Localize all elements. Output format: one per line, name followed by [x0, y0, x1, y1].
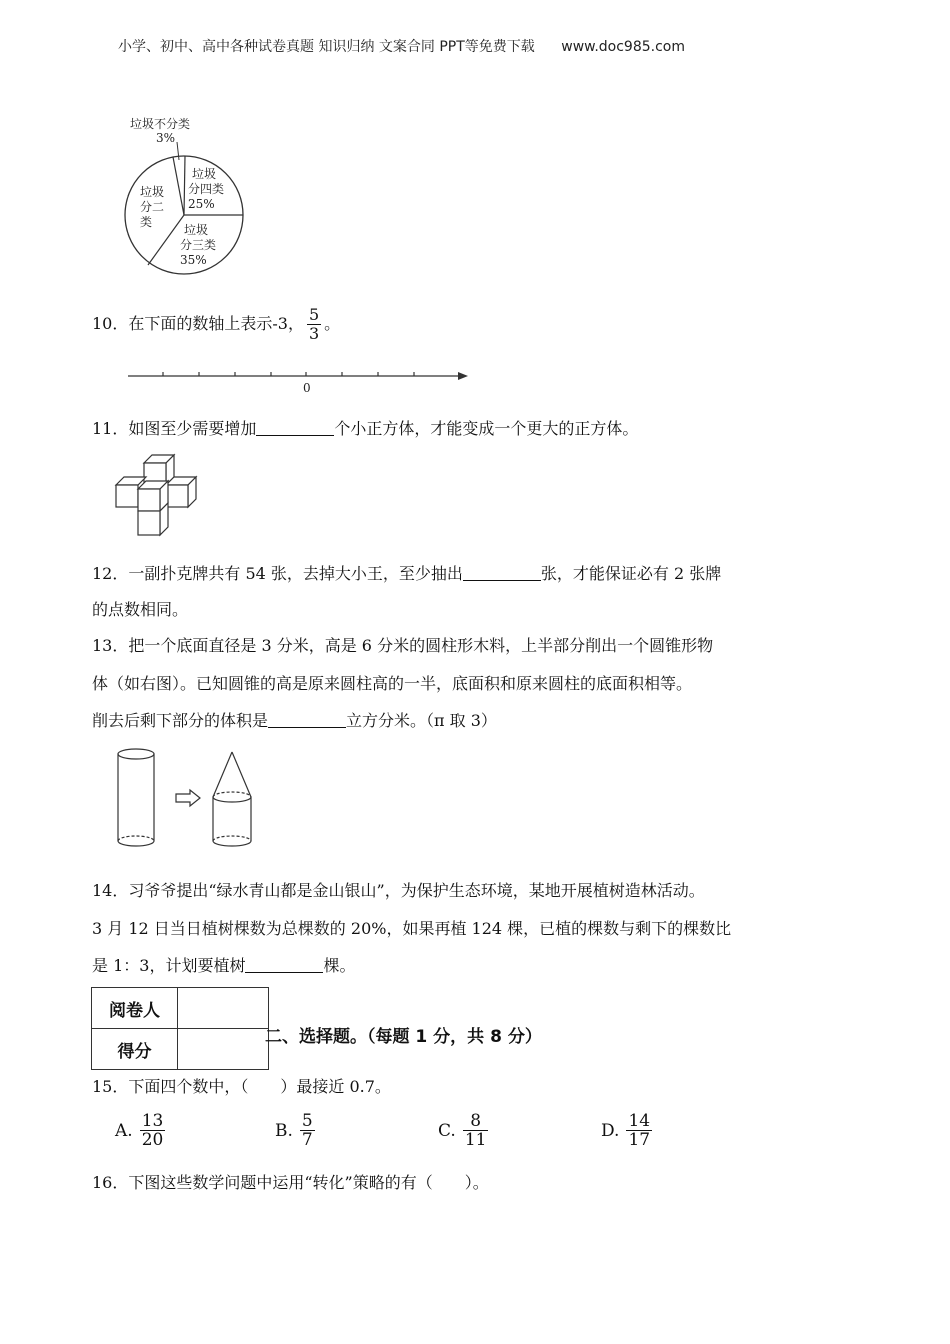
q13-answer-blank[interactable]	[268, 711, 346, 728]
score-field[interactable]	[178, 1029, 269, 1070]
pie-label-none-title: 垃圾不分类	[130, 117, 191, 131]
question-11: 11．如图至少需要增加 个小正方体，才能变成一个更大的正方体。	[92, 419, 639, 438]
q14-answer-blank[interactable]	[245, 956, 323, 973]
question-14-line1: 14．习爷爷提出“绿水青山都是金山银山”，为保护生态环境，某地开展植树造林活动。	[92, 881, 705, 900]
q15-option-d[interactable]: D. $\frac{14}{17}$	[601, 1111, 651, 1150]
score-table	[91, 987, 269, 1070]
question-13-line3: 削去后剩下部分的体积是 立方分米。（π 取 3）	[92, 711, 497, 730]
pie-label-four-pct: 25%	[188, 197, 215, 211]
pie-label-two-1: 垃圾	[140, 185, 165, 199]
cubes-figure	[112, 453, 204, 539]
pie-chart-figure	[118, 112, 258, 282]
pie-divider-four	[184, 156, 185, 215]
header-site: www.doc985.com	[561, 39, 685, 55]
section-2-title: 二、选择题。（每题 1 分，共 8 分）	[265, 1027, 542, 1047]
question-12: 12．一副扑克牌共有 54 张，去掉大小王，至少抽出 张，才能保证必有 2 张牌	[92, 564, 722, 583]
pie-label-three-1: 垃圾	[184, 223, 209, 237]
page-header	[118, 36, 685, 56]
q11-answer-blank[interactable]	[256, 419, 334, 436]
pie-label-four-1: 垃圾	[192, 167, 217, 181]
pie-leader-line	[177, 142, 179, 160]
transform-arrow-icon	[176, 790, 200, 806]
pie-label-none-pct: 3%	[156, 131, 176, 145]
score-label: 得分	[92, 1029, 178, 1070]
pie-divider-two	[148, 215, 184, 265]
pie-label-four-2: 分四类	[188, 182, 225, 196]
number-line	[124, 366, 474, 398]
header-text: 小学、初中、高中各种试卷真题 知识归纳 文案合同 PPT等免费下载	[118, 39, 535, 55]
question-13-line1: 13．把一个底面直径是 3 分米，高是 6 分米的圆柱形木料，上半部分削出一个圆锥形物	[92, 636, 714, 655]
reviewer-label: 阅卷人	[92, 988, 178, 1029]
question-15-stem: 15．下面四个数中，（ ）最接近 0.7。	[92, 1077, 391, 1096]
pie-label-three-pct: 35%	[180, 253, 207, 267]
question-12-line2: 的点数相同。	[92, 600, 189, 619]
q15-option-a[interactable]: A. $\frac{13}{20}$	[115, 1111, 164, 1150]
q10-fraction: $\frac{5}{3}$	[308, 305, 320, 343]
question-14-line3: 是 1：3，计划要植树 棵。	[92, 956, 356, 975]
reviewer-field[interactable]	[178, 988, 269, 1029]
number-line-zero: 0	[303, 381, 311, 395]
q15-option-b[interactable]: B. $\frac{5}{7}$	[275, 1111, 313, 1150]
cylinder-top	[118, 749, 154, 759]
pie-label-two-3: 类	[140, 215, 153, 229]
q10-text: 10．在下面的数轴上表示-3，	[92, 314, 304, 333]
pie-label-three-2: 分三类	[180, 238, 217, 252]
question-14-line2: 3 月 12 日当日植树棵数为总棵数的 20%，如果再植 124 棵，已植的棵数与剩下的棵数比	[92, 919, 732, 938]
pie-label-two-2: 分二	[140, 200, 165, 214]
question-13-line2: 体（如右图）。已知圆锥的高是原来圆柱高的一半，底面积和原来圆柱的底面积相等。	[92, 674, 693, 693]
cylinder-cone-figure	[112, 745, 272, 850]
q15-option-c[interactable]: C. $\frac{8}{11}$	[438, 1111, 487, 1150]
q12-answer-blank[interactable]	[463, 564, 541, 581]
question-16-stem: 16．下图这些数学问题中运用“转化”策略的有（ ）。	[92, 1173, 489, 1192]
pie-divider-none	[173, 157, 184, 215]
number-line-arrow-icon	[458, 372, 468, 380]
question-10: 10．在下面的数轴上表示-3， $\frac{5}{3}$ 。	[92, 305, 341, 343]
